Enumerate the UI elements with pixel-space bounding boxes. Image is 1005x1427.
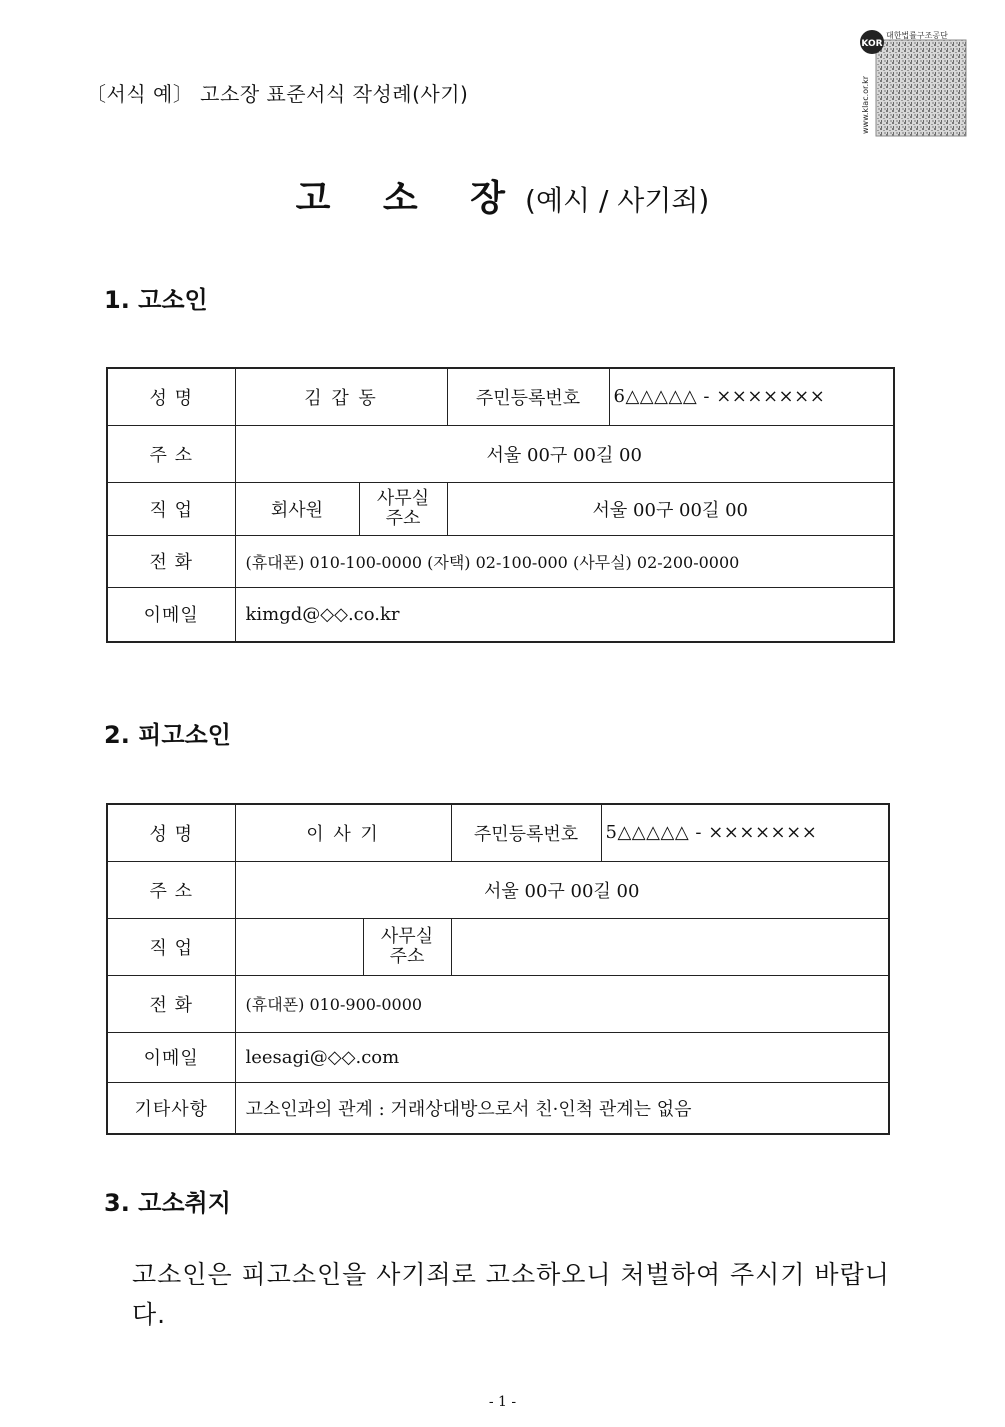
table-row: [107, 975, 889, 1032]
table-row: [107, 425, 894, 482]
table-row: [107, 1082, 889, 1134]
email-label: 이메일: [107, 1032, 235, 1082]
document-title: [0, 170, 1005, 221]
table-row: [107, 1032, 889, 1082]
accused-name: 이 사 기: [235, 804, 451, 861]
rrn-label: 주민등록번호: [451, 804, 601, 861]
complainant-address: 서울 00구 00길 00: [235, 425, 894, 482]
table-row: [107, 918, 889, 975]
other-label: 기타사항: [107, 1082, 235, 1134]
page-number: - 1 -: [488, 1394, 517, 1410]
office-address-label: 사무실 주소: [359, 482, 447, 535]
purpose-text: 고소인은 피고소인을 사기죄로 고소하오니 처벌하여 주시기 바랍니다.: [132, 1260, 890, 1329]
phone-label: 전 화: [107, 535, 235, 587]
table-row: [107, 587, 894, 642]
accused-rrn: 5△△△△△ - ×××××××: [601, 804, 889, 861]
logo-badge: KOR: [861, 39, 883, 49]
accused-email: leesagi@◇◇.com: [235, 1032, 889, 1082]
rrn-label: 주민등록번호: [447, 368, 609, 425]
complainant-rrn: 6△△△△△ - ×××××××: [609, 368, 894, 425]
table-row: [107, 368, 894, 425]
form-type-label: 〔서식 예〕 고소장 표준서식 작성례(사기): [86, 82, 469, 106]
phone-label: 전 화: [107, 975, 235, 1032]
complainant-office-address: 서울 00구 00길 00: [447, 482, 894, 535]
complainant-table: [106, 367, 895, 643]
address-label: 주 소: [107, 425, 235, 482]
accused-phone: (휴대폰) 010-900-0000: [235, 975, 889, 1032]
purpose-heading: 3. 고소취지: [104, 1189, 231, 1217]
name-label: 성 명: [107, 368, 235, 425]
logo-text: 대한법률구조공단: [886, 31, 948, 40]
complainant-phone: (휴대폰) 010-100-0000 (자택) 02-100-000 (사무실) 02-200-0000: [235, 535, 894, 587]
table-row: [107, 482, 894, 535]
title-main: 고 소 장: [295, 178, 526, 219]
complainant-email: kimgd@◇◇.co.kr: [235, 587, 894, 642]
logo-url: www.klac.or.kr: [861, 75, 870, 134]
complainant-job: 회사원: [235, 482, 359, 535]
klac-logo: [856, 26, 968, 138]
accused-heading: 2. 피고소인: [104, 721, 231, 749]
job-label: 직 업: [107, 918, 235, 975]
email-label: 이메일: [107, 587, 235, 642]
accused-table: [106, 803, 890, 1135]
accused-other: 고소인과의 관계 : 거래상대방으로서 친·인척 관계는 없음: [235, 1082, 889, 1134]
complainant-heading: 1. 고소인: [104, 286, 208, 314]
job-label: 직 업: [107, 482, 235, 535]
complainant-name: 김 갑 동: [235, 368, 447, 425]
table-row: [107, 535, 894, 587]
table-row: [107, 861, 889, 918]
address-label: 주 소: [107, 861, 235, 918]
name-label: 성 명: [107, 804, 235, 861]
office-address-label: 사무실 주소: [363, 918, 451, 975]
accused-address: 서울 00구 00길 00: [235, 861, 889, 918]
title-sub: (예시 / 사기죄): [525, 184, 710, 217]
accused-job: [235, 918, 363, 975]
accused-office-address: [451, 918, 889, 975]
table-row: [107, 804, 889, 861]
